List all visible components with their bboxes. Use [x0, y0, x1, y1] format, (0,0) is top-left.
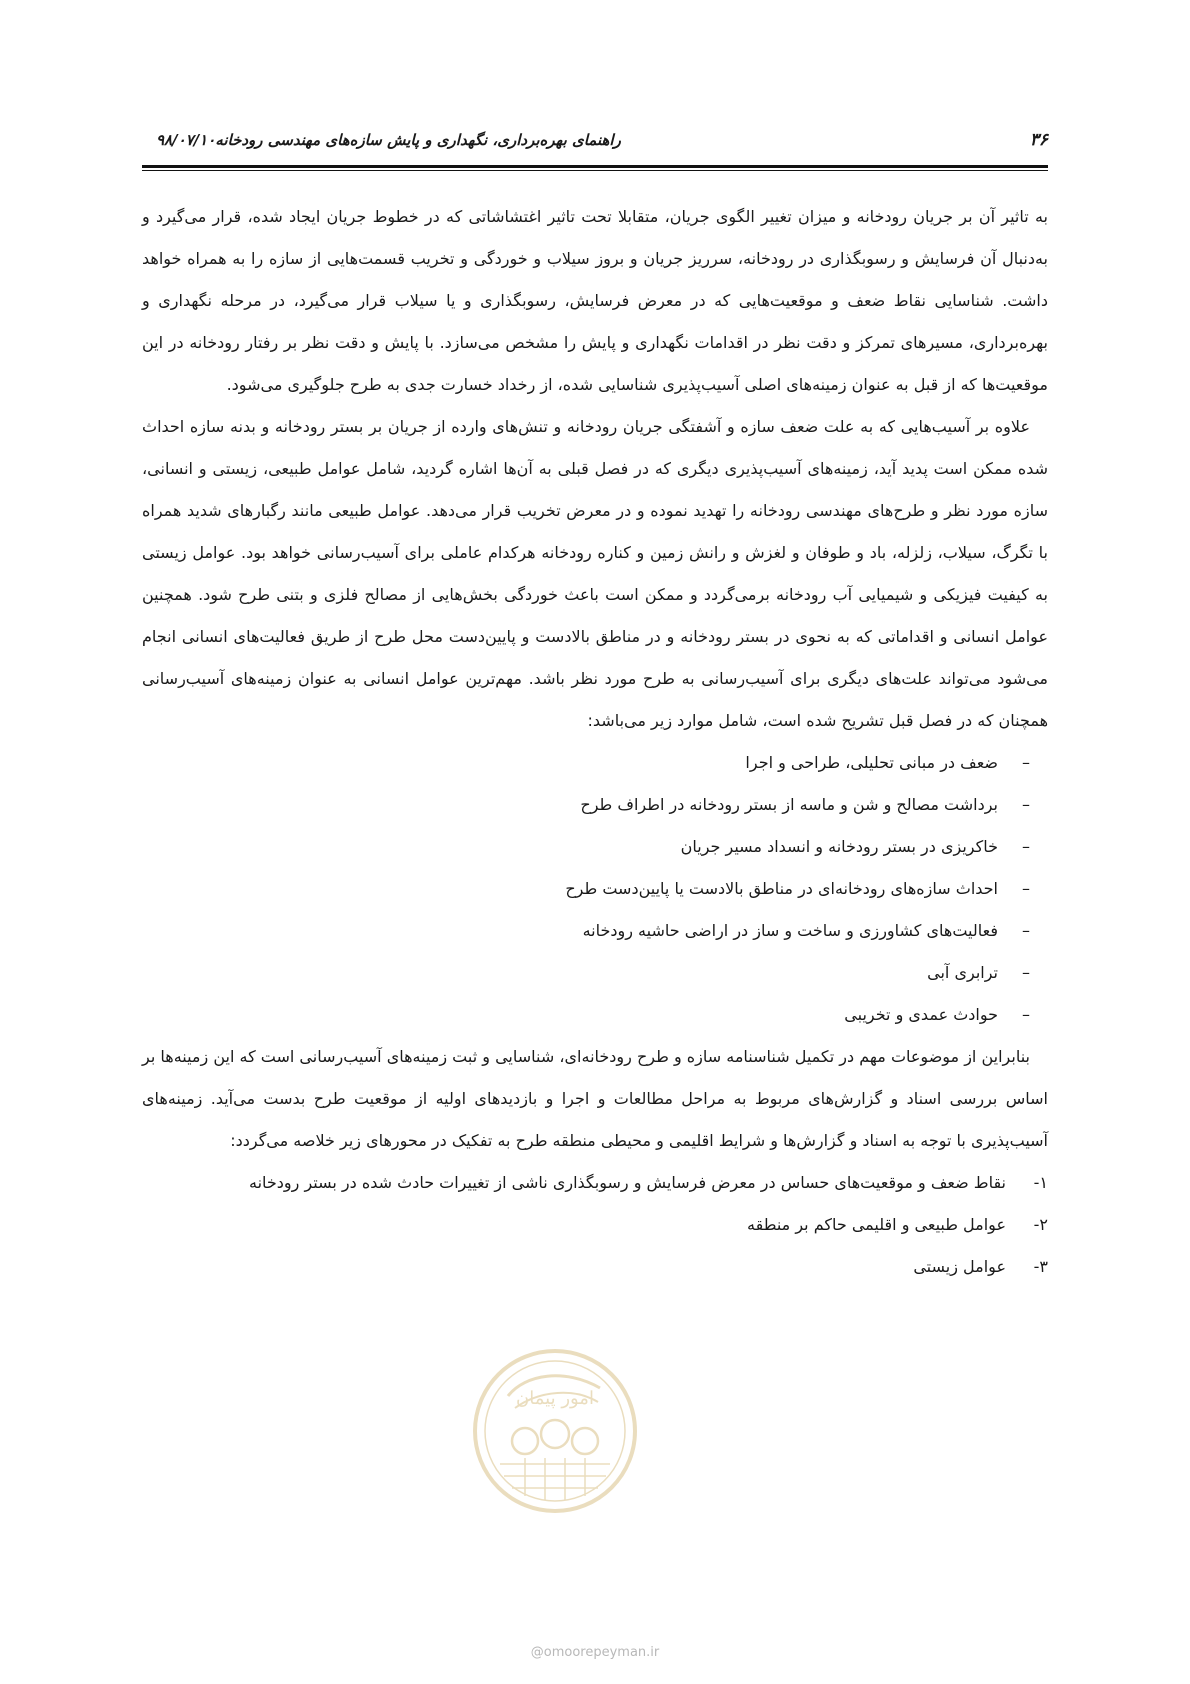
- running-title: [142, 131, 621, 149]
- item-number: ۲-: [1033, 1215, 1048, 1234]
- bullet-marker: –: [1022, 795, 1030, 814]
- bullet-marker: –: [1022, 879, 1030, 898]
- watermark-logo-text: امور پیمان: [516, 1388, 594, 1409]
- paragraph-3: بنابراین از موضوعات مهم در تکمیل شناسنامه سازه و طرح رودخانه‌ای، شناسایی و ثبت زمینه‌های آسیب‌رسانی است که این زمینه‌ها بر اساس بررسی اسناد و گزارش‌های مربوط به مراحل مطالعات و اجرا و بازدیدهای اولیه از موقعیت طرح بدست می‌آید. زمینه‌های آسیب‌پذیری با توجه به اسناد و گزارش‌ها و شرایط اقلیمی و محیطی منطقه طرح به تفکیک در محورهای زیر خلاصه می‌گردد:: [142, 1047, 1048, 1150]
- watermark-url: @omoorepeyman.ir: [530, 1645, 660, 1660]
- list-item-text: حوادث عمدی و تخریبی: [844, 1005, 998, 1024]
- list-item: [142, 784, 1048, 826]
- numbered-item-text: نقاط ضعف و موقعیت‌های حساس در معرض فرسایش و رسوبگذاری ناشی از تغییرات حادث شده در بستر رودخانه: [248, 1173, 1006, 1192]
- numbered-item: [142, 1246, 1048, 1288]
- running-title-text: راهنمای بهره‌برداری، نگهداری و پایش سازه‌های مهندسی رودخانه: [215, 131, 621, 149]
- paragraph-2: علاوه بر آسیب‌هایی که به علت ضعف سازه و آشفتگی جریان رودخانه و تنش‌های وارده از جریان بر بستر رودخانه و بدنه سازه احداث شده ممکن است پدید آید، زمینه‌های آسیب‌پذیری دیگری که در فصل قبلی به آن‌ها اشاره گردید، شامل عوامل طبیعی، زیستی و انسانی، سازه مورد نظر و طرح‌های مهندسی رودخانه را تهدید نموده و در معرض تخریب قرار می‌دهد. عوامل طبیعی مانند رگبارهای شدید همراه با تگرگ، سیلاب، زلزله، باد و طوفان و لغزش و رانش زمین و کناره رودخانه هرکدام عاملی برای آسیب‌رسانی خواهد بود. عوامل زیستی به کیفیت فیزیکی و شیمیایی آب رودخانه برمی‌گردد و ممکن است باعث خوردگی بخش‌هایی از مصالح فلزی و بتنی طرح شود. همچنین عوامل انسانی و اقداماتی که به نحوی در بستر رودخانه و در مناطق بالادست و پایین‌دست محل طرح از طریق فعالیت‌های انسانی انجام می‌شود می‌تواند علت‌های دیگری برای آسیب‌رسانی به طرح مورد نظر باشد. مهم‌ترین عوامل انسانی به عنوان زمینه‌های آسیب‌رسانی همچنان که در فصل قبل تشریح شده است، شامل موارد زیر می‌باشد:: [142, 417, 1048, 730]
- bullet-marker: –: [1022, 837, 1030, 856]
- numbered-item: [142, 1204, 1048, 1246]
- header-rule: [142, 165, 1048, 168]
- list-item: [142, 826, 1048, 868]
- watermark-logo: [470, 1346, 640, 1516]
- list-item-text: خاکریزی در بستر رودخانه و انسداد مسیر جریان: [680, 837, 998, 856]
- list-item-text: فعالیت‌های کشاورزی و ساخت و ساز در اراضی حاشیه رودخانه: [582, 921, 998, 940]
- item-number: ۳-: [1033, 1257, 1048, 1276]
- list-item: [142, 742, 1048, 784]
- bullet-marker: –: [1022, 963, 1030, 982]
- numbered-item: [142, 1162, 1048, 1204]
- bullet-marker: –: [1022, 1005, 1030, 1024]
- list-item: [142, 952, 1048, 994]
- list-item-text: ترابری آبی: [927, 963, 998, 982]
- bullet-marker: –: [1022, 753, 1030, 772]
- header-date: ۹۸/۰۷/۱۰: [156, 131, 216, 149]
- numbered-item-text: عوامل طبیعی و اقلیمی حاکم بر منطقه: [747, 1215, 1006, 1234]
- item-number: ۱-: [1033, 1173, 1048, 1192]
- list-item-text: برداشت مصالح و شن و ماسه از بستر رودخانه در اطراف طرح: [580, 795, 998, 814]
- list-item: [142, 868, 1048, 910]
- list-item-text: ضعف در مبانی تحلیلی، طراحی و اجرا: [745, 753, 998, 772]
- page-body: [142, 196, 1048, 1288]
- header-rule-thin: [142, 170, 1048, 171]
- vulnerability-axes-list: [142, 1162, 1048, 1288]
- list-item: [142, 910, 1048, 952]
- risk-factors-list: [142, 742, 1048, 1036]
- list-item-text: احداث سازه‌های رودخانه‌ای در مناطق بالادست یا پایین‌دست طرح: [565, 879, 998, 898]
- numbered-item-text: عوامل زیستی: [913, 1257, 1006, 1276]
- page-header: [142, 124, 1048, 164]
- list-item: [142, 994, 1048, 1036]
- bullet-marker: –: [1022, 921, 1030, 940]
- paragraph-1: به تاثیر آن بر جریان رودخانه و میزان تغییر الگوی جریان، متقابلا تحت تاثیر اغتشاشاتی که در خطوط جریان ایجاد شده، قرار می‌گیرد و به‌دنبال آن فرسایش و رسوبگذاری در رودخانه، سرریز جریان و بروز سیلاب و خوردگی و تخریب قسمت‌هایی از سازه را به همراه خواهد داشت. شناسایی نقاط ضعف و موقعیت‌هایی که در معرض فرسایش، رسوبگذاری و یا سیلاب قرار می‌گیرد، در مرحله نگهداری و بهره‌برداری، مسیرهای تمرکز و دقت نظر در اقدامات نگهداری و پایش را مشخص می‌سازد. با پایش و دقت نظر بر رفتار رودخانه در این موقعیت‌ها که از قبل به عنوان زمینه‌های اصلی آسیب‌پذیری شناسایی شده، از رخداد خسارت جدی به طرح جلوگیری می‌شود.: [142, 207, 1048, 394]
- page-number: ۳۶: [1029, 130, 1048, 150]
